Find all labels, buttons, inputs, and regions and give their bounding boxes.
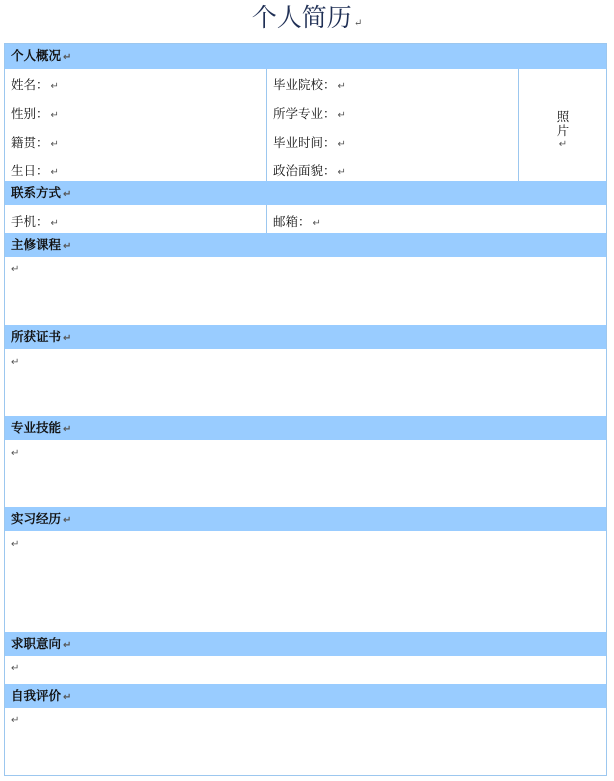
resume-title <box>0 0 614 40</box>
graduation-date-field[interactable]: 毕业时间： ↵ <box>273 135 346 150</box>
phone-field[interactable]: 手机： ↵ <box>11 214 59 229</box>
self-evaluation-content[interactable]: ↵ <box>11 715 20 726</box>
section-header-skills: 专业技能 ↵ <box>5 416 606 440</box>
email-field[interactable]: 邮箱： ↵ <box>273 214 321 229</box>
section-header-objective: 求职意向 ↵ <box>5 632 606 656</box>
birthday-field[interactable]: 生日： ↵ <box>11 163 59 178</box>
section-header-overview: 个人概况 ↵ <box>5 44 606 69</box>
certificates-content[interactable]: ↵ <box>11 357 20 368</box>
school-field[interactable]: 毕业院校： ↵ <box>273 77 346 92</box>
photo-box[interactable]: 照 片 ↵ <box>519 69 607 181</box>
objective-content[interactable]: ↵ <box>11 663 20 674</box>
name-field[interactable]: 姓名： ↵ <box>11 77 59 92</box>
political-status-field[interactable]: 政治面貌： ↵ <box>273 163 346 178</box>
section-header-courses: 主修课程 ↵ <box>5 233 606 257</box>
section-header-self-evaluation: 自我评价 ↵ <box>5 684 606 708</box>
hometown-field[interactable]: 籍贯： ↵ <box>11 135 59 150</box>
internship-content[interactable]: ↵ <box>11 539 20 550</box>
section-header-certificates: 所获证书 ↵ <box>5 325 606 349</box>
section-header-contact: 联系方式 ↵ <box>5 181 606 205</box>
resume-title-text: 个人简历 <box>251 3 352 32</box>
section-header-internship: 实习经历 ↵ <box>5 507 606 531</box>
gender-field[interactable]: 性别： ↵ <box>11 106 59 121</box>
photo-label-2: 片 <box>556 123 570 138</box>
photo-label-1: 照 <box>556 109 570 124</box>
paragraph-mark: ↵ <box>353 18 363 29</box>
courses-content[interactable]: ↵ <box>11 264 20 275</box>
major-field[interactable]: 所学专业： ↵ <box>273 106 346 121</box>
skills-content[interactable]: ↵ <box>11 448 20 459</box>
resume-table <box>4 43 607 776</box>
